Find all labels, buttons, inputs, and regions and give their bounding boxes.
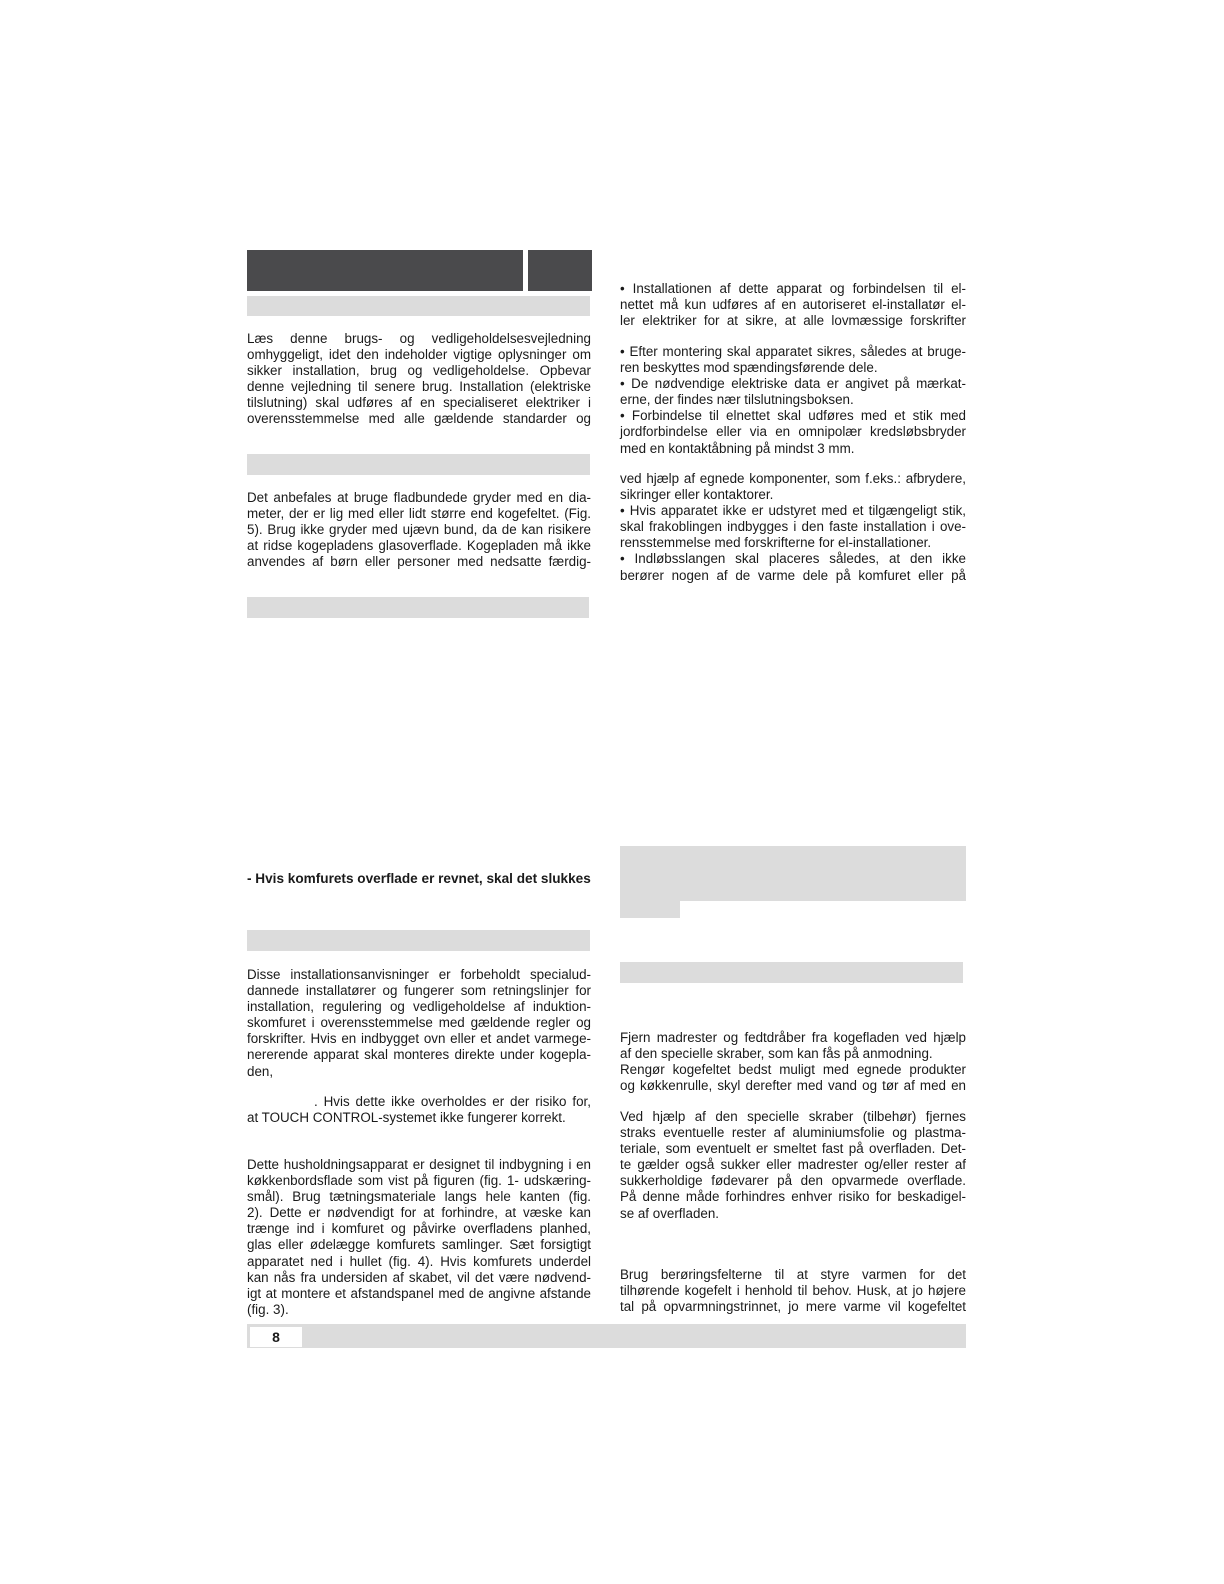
text-line: Brug berøringsfelterne til at styre varmen for det	[620, 1267, 966, 1282]
text-line: Ved hjælp af den specielle skraber (tilbehør) fjernes	[620, 1109, 966, 1124]
section-heading-bar	[247, 930, 590, 951]
text-line: te gælder også sukker eller madrester og/eller rester af	[620, 1157, 966, 1173]
section-heading-bar	[247, 296, 590, 316]
text-line: nettet må kun udføres af en autoriseret el-installatør el-	[620, 297, 966, 313]
text-line: • Indløbsslangen skal placeres således, at den ikke	[620, 551, 966, 567]
text-line: • Efter montering skal apparatet sikres, således at bruge-	[620, 344, 966, 359]
text-line: skal frakoblingen indbygges i den faste installation i ove-	[620, 519, 966, 535]
electrical-paragraph-3	[620, 471, 966, 584]
footer-bar	[247, 1324, 966, 1348]
text-line: køkkenbordsflade som vist på figuren (fig. 1- udskæring-	[247, 1173, 591, 1189]
text-line: ler elektriker for at sikre, at alle lovmæssige forskrifter	[620, 313, 966, 329]
cleaning-paragraph-2	[620, 1109, 966, 1222]
text-line: ren beskyttes mod spændingsførende dele.	[620, 360, 878, 376]
text-line: at ridse kogepladens glasoverflade. Kogepladen må ikke	[247, 538, 591, 554]
text-line: • De nødvendige elektriske data er angivet på mærkat-	[620, 376, 966, 392]
text-line: denne vejledning til senere brug. Installation (elektriske	[247, 379, 591, 395]
text-line: installation, regulering og vedligeholdelse af induktion-	[247, 999, 591, 1015]
text-line: med en kontaktåbning på mindst 3 mm.	[620, 440, 855, 456]
mounting-paragraph	[247, 1157, 591, 1318]
text-line: • Hvis apparatet ikke er udstyret med et tilgængeligt stik,	[620, 503, 966, 519]
text-line: sikker installation, brug og vedligeholdelse. Opbevar	[247, 363, 591, 379]
text-line: tal på opvarmningstrinnet, jo mere varme vil kogefeltet	[620, 1299, 966, 1315]
text-line: dannede installatører og fungerer som retningslinjer for	[247, 983, 591, 999]
touch-control-paragraph	[247, 1094, 591, 1126]
electrical-paragraph-1	[620, 281, 966, 329]
text-line: skomfuret i overensstemmelse med gældende regler og	[247, 1015, 591, 1031]
crack-warning: - Hvis komfurets overflade er revnet, skal det slukkes	[247, 871, 591, 886]
text-line: forskrifter. Hvis en indbygget ovn eller et andet varmege-	[247, 1031, 591, 1047]
text-line: af den specielle skraber, som kan fås på anmodning.	[620, 1046, 933, 1062]
text-line: tilhørende kogefelt i henhold til behov. Husk, at jo højere	[620, 1283, 966, 1299]
text-line: jordforbindelse eller via en omnipolær kredsløbsbryder	[620, 424, 966, 440]
text-line: apparatet ned i hullet (fig. 4). Hvis komfurets underdel	[247, 1253, 591, 1269]
text-line: Det anbefales at bruge fladbundede gryder med en dia-	[247, 490, 591, 505]
text-line: Fjern madrester og fedtdråber fra kogefladen ved hjælp	[620, 1030, 966, 1045]
text-line: nererende apparat skal monteres direkte under kogepla-	[247, 1047, 591, 1063]
text-line: rensstemmelse med forskrifterne for el-installationer.	[620, 535, 932, 551]
text-line: berører nogen af de varme dele på komfuret eller på	[620, 567, 966, 583]
text-line: meter, der er lig med eller lidt større end kogefeltet. (Fig.	[247, 506, 591, 522]
text-line: . Hvis dette ikke overholdes er der risiko for,	[314, 1094, 591, 1109]
text-line: smål). Brug tætningsmateriale langs hele kanten (fig.	[247, 1189, 591, 1205]
section-heading-block	[620, 846, 966, 901]
text-line: Læs denne brugs- og vedligeholdelsesvejledning	[247, 331, 591, 346]
text-line: se af overfladen.	[620, 1205, 720, 1221]
pots-paragraph	[247, 490, 591, 570]
section-heading-block-tab	[620, 900, 680, 918]
controls-paragraph	[620, 1267, 966, 1315]
text-line: kan nås fra undersiden af skabet, vil det være nødvend-	[247, 1269, 591, 1285]
text-line: Disse installationsanvisninger er forbeholdt specialud-	[247, 967, 591, 982]
text-line: omhyggeligt, idet den indeholder vigtige oplysninger om	[247, 347, 591, 363]
text-line: erne, der findes nær tilslutningsboksen.	[620, 392, 854, 408]
text-line: sikringer eller kontaktorer.	[620, 487, 774, 503]
page-number: 8	[250, 1327, 302, 1347]
text-line: trænge ind i komfuret og påvirke overfladens planhed,	[247, 1221, 591, 1237]
text-line: • Forbindelse til elnettet skal udføres med et stik med	[620, 408, 966, 424]
text-line: overensstemmelse med alle gældende standarder og	[247, 411, 591, 427]
text-line: ved hjælp af egnede komponenter, som f.eks.: afbrydere,	[620, 471, 966, 486]
title-bar-tab	[528, 250, 592, 291]
text-line: tilslutning) skal udføres af en specialiseret elektriker i	[247, 395, 591, 411]
text-line: 5). Brug ikke gryder med ujævn bund, da de kan risikere	[247, 522, 591, 538]
electrical-paragraph-2	[620, 344, 966, 457]
intro-paragraph	[247, 331, 591, 428]
text-line: På denne måde forhindres enhver risiko for beskadigel-	[620, 1189, 966, 1205]
text-line: glas eller ødelægge komfurets samlinger. Sæt forsigtigt	[247, 1237, 591, 1253]
text-line: Rengør kogefeltet bedst muligt med egnede produkter	[620, 1062, 966, 1078]
section-heading-bar	[247, 597, 589, 618]
text-line: (fig. 3).	[247, 1301, 289, 1317]
text-line: anvendes af børn eller personer med nedsatte færdig-	[247, 554, 591, 570]
text-line: og køkkenrulle, skyl derefter med vand og tør af med en	[620, 1078, 966, 1094]
section-heading-bar	[247, 454, 590, 475]
text-line: straks eventuelle rester af aluminiumsfolie og plastma-	[620, 1125, 966, 1141]
section-heading-bar	[620, 962, 963, 983]
text-line: 2). Dette er nødvendigt for at forhindre, at væske kan	[247, 1205, 591, 1221]
text-line: igt at montere et afstandspanel med de angivne afstande	[247, 1285, 591, 1301]
installation-paragraph	[247, 967, 591, 1080]
cleaning-paragraph-1	[620, 1030, 966, 1094]
title-bar	[247, 250, 523, 291]
text-line: sukkerholdige fødevarer på den opvarmede overflade.	[620, 1173, 966, 1189]
text-line: den,	[247, 1063, 274, 1079]
text-line: teriale, som eventuelt er smeltet fast på overfladen. Det-	[620, 1141, 966, 1157]
text-line: Dette husholdningsapparat er designet til indbygning i en	[247, 1157, 591, 1172]
text-line: at TOUCH CONTROL-systemet ikke fungerer korrekt.	[247, 1110, 566, 1126]
text-line: • Installationen af dette apparat og forbindelsen til el-	[620, 281, 966, 296]
